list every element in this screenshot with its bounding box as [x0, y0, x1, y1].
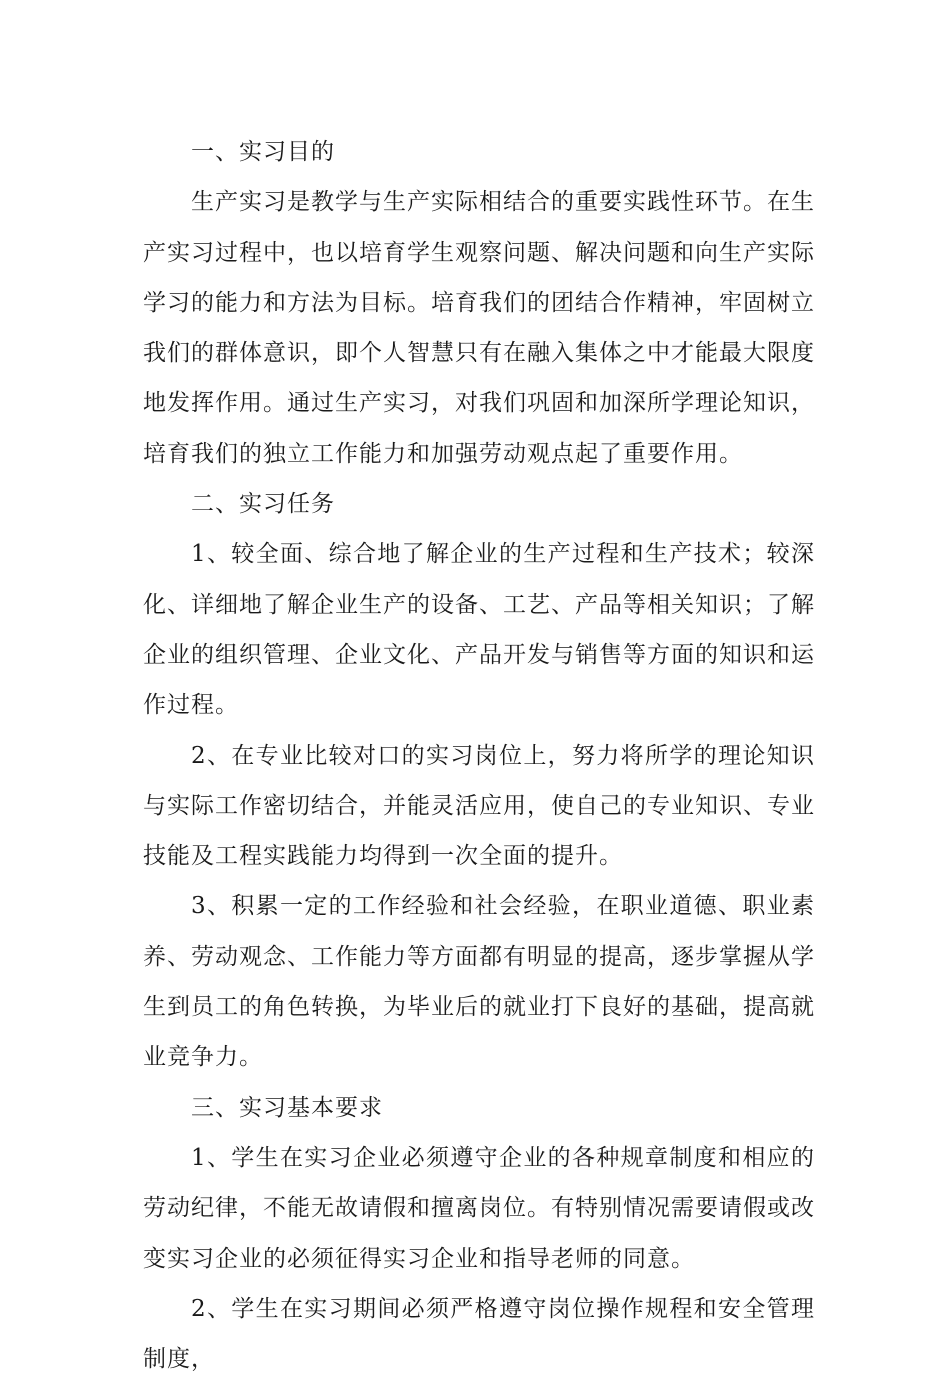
document-body	[143, 127, 815, 1384]
paragraph-task-2: 2、在专业比较对口的实习岗位上，努力将所学的理论知识与实际工作密切结合，并能灵活应用，使自己的专业知识、专业技能及工程实践能力均得到一次全面的提升。	[143, 742, 815, 870]
paragraph-task-1: 1、较全面、综合地了解企业的生产过程和生产技术；较深化、详细地了解企业生产的设备、工艺、产品等相关知识；了解企业的组织管理、企业文化、产品开发与销售等方面的知识和运作过程。	[143, 541, 815, 719]
paragraph-purpose: 生产实习是教学与生产实际相结合的重要实践性环节。在生产实习过程中，也以培育学生观察问题、解决问题和向生产实际学习的能力和方法为目标。培育我们的团结合作精神，牢固树立我们的群体意识，即个人智慧只有在融入集体之中才能最大限度地发挥作用。通过生产实习，对我们巩固和加深所学理论知识，培育我们的独立工作能力和加强劳动观点起了重要作用。	[143, 189, 815, 467]
section-heading-tasks: 二、实习任务	[191, 491, 335, 518]
paragraph-requirement-2: 2、学生在实习期间必须严格遵守岗位操作规程和安全管理制度，	[143, 1295, 815, 1373]
section-heading-purpose: 一、实习目的	[191, 139, 335, 165]
paragraph-task-3: 3、积累一定的工作经验和社会经验，在职业道德、职业素养、劳动观念、工作能力等方面都有明显的提高，逐步掌握从学生到员工的角色转换，为毕业后的就业打下良好的基础，提高就业竞争力。	[143, 893, 815, 1071]
section-heading-requirements: 三、实习基本要求	[191, 1094, 383, 1121]
paragraph-requirement-1: 1、学生在实习企业必须遵守企业的各种规章制度和相应的劳动纪律，不能无故请假和擅离岗位。有特别情况需要请假或改变实习企业的必须征得实习企业和指导老师的同意。	[143, 1144, 815, 1272]
